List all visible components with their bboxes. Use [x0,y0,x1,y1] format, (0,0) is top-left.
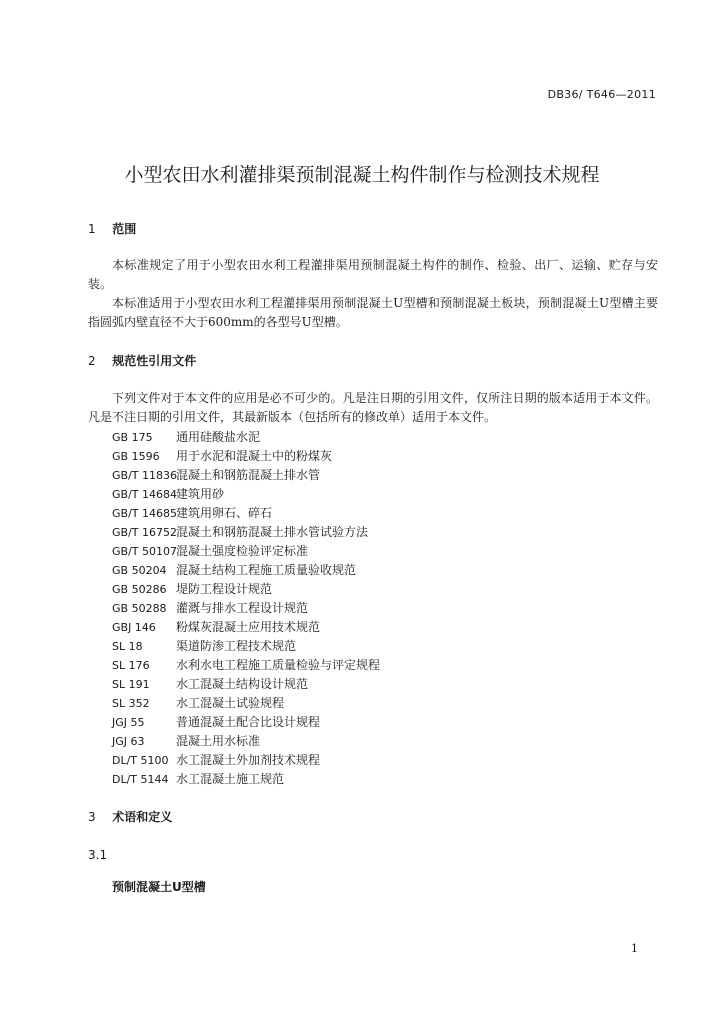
reference-name: 灌溉与排水工程设计规范 [176,601,309,615]
reference-name: 水工混凝土施工规范 [176,772,285,786]
reference-code: DL/T 5100 [112,754,169,767]
reference-item [112,751,380,770]
reference-name: 混凝土强度检验评定标准 [176,544,309,558]
reference-item [112,580,380,599]
reference-item [112,428,380,447]
reference-code: DL/T 5144 [112,773,169,786]
reference-name: 渠道防渗工程技术规范 [176,639,297,653]
reference-name: 水工混凝土外加剂技术规程 [176,753,321,767]
document-code: DB36/ T646—2011 [547,88,656,101]
reference-code: GB/T 11836 [112,469,177,482]
reference-code: GB 175 [112,431,153,444]
reference-name: 混凝土结构工程施工质量验收规范 [176,563,357,577]
reference-item [112,770,380,789]
section-3-title: 术语和定义 [112,810,173,824]
reference-item [112,656,380,675]
section-2-intro: 下列文件对于本文件的应用是必不可少的。凡是注日期的引用文件，仅所注日期的版本适用于本文件。凡是不注日期的引用文件，其最新版本（包括所有的修改单）适用于本文件。 [88,391,658,424]
term-number: 3.1 [88,848,108,862]
reference-item [112,713,380,732]
reference-code: SL 176 [112,659,150,672]
reference-item [112,466,380,485]
reference-name: 堤防工程设计规范 [176,582,273,596]
reference-name: 混凝土用水标准 [176,734,261,748]
reference-code: GB/T 14685 [112,507,177,520]
reference-item [112,561,380,580]
reference-name: 混凝土和钢筋混凝土排水管 [176,468,321,482]
reference-list [112,428,380,789]
section-2-heading [88,352,196,369]
reference-name: 混凝土和钢筋混凝土排水管试验方法 [176,525,369,539]
section-2-title: 规范性引用文件 [112,354,197,368]
reference-name: 建筑用卵石、碎石 [176,506,273,520]
section-2-number: 2 [88,354,96,368]
reference-code: SL 191 [112,678,150,691]
reference-code: GB 50204 [112,564,167,577]
reference-code: GB 50286 [112,583,167,596]
term-name: 预制混凝土U型槽 [112,880,206,894]
reference-code: SL 352 [112,697,150,710]
reference-code: GB/T 14684 [112,488,177,501]
reference-name: 水工混凝土结构设计规范 [176,677,309,691]
reference-code: JGJ 55 [112,716,145,729]
page-number: 1 [631,942,638,955]
reference-code: SL 18 [112,640,143,653]
reference-name: 水工混凝土试验规程 [176,696,285,710]
reference-item [112,523,380,542]
reference-item [112,504,380,523]
reference-item [112,732,380,751]
reference-item [112,694,380,713]
reference-item [112,675,380,694]
reference-code: GB 50288 [112,602,167,615]
reference-name: 通用硅酸盐水泥 [176,430,261,444]
reference-item [112,485,380,504]
reference-name: 建筑用砂 [176,487,225,501]
section-1-title: 范围 [112,222,137,236]
reference-name: 用于水泥和混凝土中的粉煤灰 [176,449,333,463]
document-title: 小型农田水利灌排渠预制混凝土构件制作与检测技术规程 [124,164,600,186]
reference-name: 粉煤灰混凝土应用技术规范 [176,620,321,634]
reference-item [112,599,380,618]
reference-code: GB 1596 [112,450,160,463]
reference-item [112,618,380,637]
reference-code: GB/T 16752 [112,526,177,539]
section-1-number: 1 [88,222,96,236]
section-3-number: 3 [88,810,96,824]
section-1-heading [88,220,136,237]
reference-code: GB/T 50107 [112,545,177,558]
reference-code: GBJ 146 [112,621,156,634]
reference-item [112,637,380,656]
section-1-paragraph-2: 本标准适用于小型农田水利工程灌排渠用预制混凝土U型槽和预制混凝土板块，预制混凝土U型槽主要指圆弧内壁直径不大于600mm的各型号U型槽。 [88,296,658,329]
section-3-heading [88,808,172,825]
reference-item [112,542,380,561]
reference-name: 普通混凝土配合比设计规程 [176,715,321,729]
reference-name: 水利水电工程施工质量检验与评定规程 [176,658,381,672]
reference-code: JGJ 63 [112,735,145,748]
reference-item [112,447,380,466]
section-1-paragraph-1: 本标准规定了用于小型农田水利工程灌排渠用预制混凝土构件的制作、检验、出厂、运输、贮存与安装。 [88,258,658,291]
